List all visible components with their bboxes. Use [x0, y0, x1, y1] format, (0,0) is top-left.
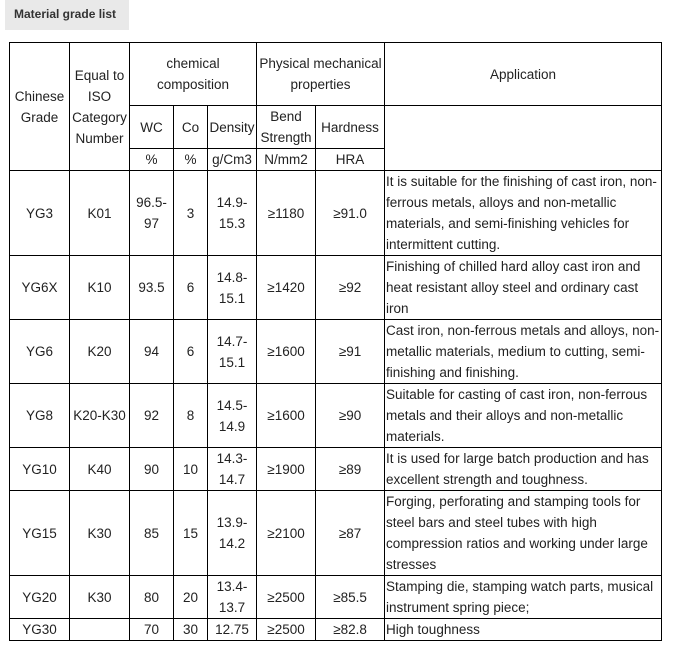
cell-grade: YG6X — [10, 256, 70, 320]
cell-density: 14.3-14.7 — [208, 448, 257, 491]
cell-co: 20 — [174, 576, 208, 619]
cell-grade: YG8 — [10, 384, 70, 448]
table-row — [10, 576, 662, 619]
cell-density: 14.5-14.9 — [208, 384, 257, 448]
cell-iso: K20-K30 — [70, 384, 130, 448]
unit-density: g/Cm3 — [208, 149, 257, 171]
cell-co: 3 — [174, 171, 208, 256]
cell-bend: ≥1600 — [257, 384, 316, 448]
cell-iso: K30 — [70, 491, 130, 576]
cell-iso: K30 — [70, 576, 130, 619]
header-iso-number: Equal to ISO Category Number — [70, 43, 130, 171]
cell-application: It is used for large batch production and has excellent strength and toughness. — [385, 448, 662, 491]
cell-density: 12.75 — [208, 619, 257, 641]
header-density: Density — [208, 106, 257, 149]
cell-hardness: ≥91.0 — [316, 171, 385, 256]
header-bend-strength: Bend Strength — [257, 106, 316, 149]
unit-hardness: HRA — [316, 149, 385, 171]
cell-iso — [70, 619, 130, 641]
cell-iso: K10 — [70, 256, 130, 320]
header-chinese-grade: Chinese Grade — [10, 43, 70, 171]
cell-bend: ≥1600 — [257, 320, 316, 384]
cell-co: 6 — [174, 320, 208, 384]
material-grade-table — [9, 42, 662, 641]
unit-bend-strength: N/mm2 — [257, 149, 316, 171]
cell-application: Finishing of chilled hard alloy cast iron and heat resistant alloy steel and ordinary cast iron — [385, 256, 662, 320]
cell-bend: ≥1180 — [257, 171, 316, 256]
cell-hardness: ≥89 — [316, 448, 385, 491]
cell-hardness: ≥90 — [316, 384, 385, 448]
cell-co: 10 — [174, 448, 208, 491]
cell-iso: K20 — [70, 320, 130, 384]
unit-co: % — [174, 149, 208, 171]
tab-material-grade-list[interactable]: Material grade list — [5, 0, 129, 30]
cell-hardness: ≥82.8 — [316, 619, 385, 641]
cell-density: 13.4-13.7 — [208, 576, 257, 619]
header-application-blank — [385, 106, 662, 171]
table-row — [10, 619, 662, 641]
cell-bend: ≥2100 — [257, 491, 316, 576]
table-row — [10, 320, 662, 384]
cell-wc: 70 — [130, 619, 174, 641]
cell-co: 30 — [174, 619, 208, 641]
cell-bend: ≥1900 — [257, 448, 316, 491]
unit-wc: % — [130, 149, 174, 171]
cell-wc: 85 — [130, 491, 174, 576]
table-row — [10, 171, 662, 256]
cell-application: High toughness — [385, 619, 662, 641]
cell-bend: ≥1420 — [257, 256, 316, 320]
tab-bar — [0, 0, 681, 30]
cell-grade: YG10 — [10, 448, 70, 491]
cell-application: Forging, perforating and stamping tools for steel bars and steel tubes with high compression ratios and working under large stresses — [385, 491, 662, 576]
cell-hardness: ≥85.5 — [316, 576, 385, 619]
header-co: Co — [174, 106, 208, 149]
cell-co: 15 — [174, 491, 208, 576]
table-row — [10, 384, 662, 448]
cell-application: Cast iron, non-ferrous metals and alloys, non-metallic materials, medium to cutting, semi-finishing and finishing. — [385, 320, 662, 384]
cell-density: 14.8-15.1 — [208, 256, 257, 320]
cell-wc: 94 — [130, 320, 174, 384]
header-wc: WC — [130, 106, 174, 149]
cell-wc: 93.5 — [130, 256, 174, 320]
cell-grade: YG20 — [10, 576, 70, 619]
cell-application: Suitable for casting of cast iron, non-ferrous metals and their alloys and non-metallic materials. — [385, 384, 662, 448]
cell-iso: K01 — [70, 171, 130, 256]
cell-wc: 90 — [130, 448, 174, 491]
cell-wc: 96.5-97 — [130, 171, 174, 256]
header-application: Application — [385, 43, 662, 106]
cell-grade: YG6 — [10, 320, 70, 384]
cell-density: 14.9-15.3 — [208, 171, 257, 256]
cell-application: Stamping die, stamping watch parts, musical instrument spring piece; — [385, 576, 662, 619]
cell-hardness: ≥87 — [316, 491, 385, 576]
cell-co: 6 — [174, 256, 208, 320]
cell-grade: YG30 — [10, 619, 70, 641]
table-row — [10, 448, 662, 491]
cell-density: 13.9-14.2 — [208, 491, 257, 576]
cell-hardness: ≥92 — [316, 256, 385, 320]
header-hardness: Hardness — [316, 106, 385, 149]
table-row — [10, 491, 662, 576]
cell-grade: YG15 — [10, 491, 70, 576]
cell-bend: ≥2500 — [257, 619, 316, 641]
cell-wc: 92 — [130, 384, 174, 448]
cell-application: It is suitable for the finishing of cast iron, non-ferrous metals, alloys and non-metallic materials, and semi-finishing vehicles for intermittent cutting. — [385, 171, 662, 256]
cell-wc: 80 — [130, 576, 174, 619]
cell-bend: ≥2500 — [257, 576, 316, 619]
header-physical-properties: Physical mechanical properties — [257, 43, 385, 106]
cell-co: 8 — [174, 384, 208, 448]
cell-density: 14.7-15.1 — [208, 320, 257, 384]
cell-hardness: ≥91 — [316, 320, 385, 384]
table-row — [10, 256, 662, 320]
cell-iso: K40 — [70, 448, 130, 491]
header-chemical-composition: chemical composition — [130, 43, 257, 106]
cell-grade: YG3 — [10, 171, 70, 256]
